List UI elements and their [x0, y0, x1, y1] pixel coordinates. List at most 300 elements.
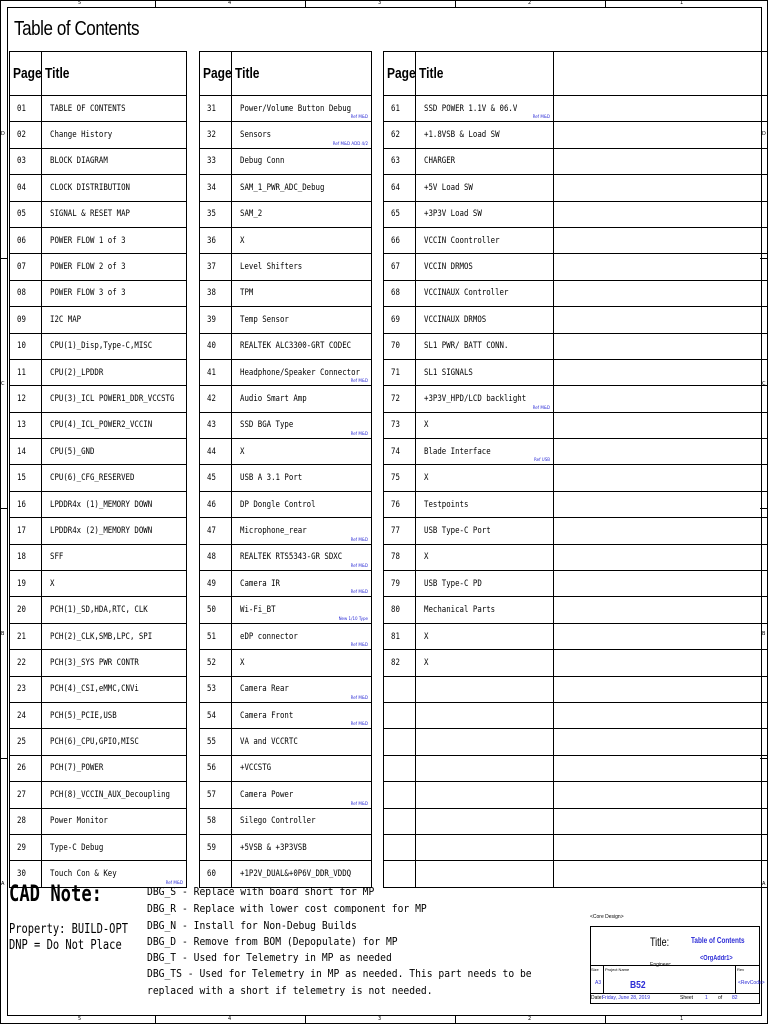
- page-number-cell: [10, 623, 42, 649]
- column-gap: [372, 52, 384, 96]
- page-number-cell: [200, 386, 232, 412]
- page-number-cell: [200, 439, 232, 465]
- page-title-cell: [416, 148, 554, 174]
- zone-number: 1: [680, 1016, 684, 1022]
- page-title-cell: [42, 465, 187, 491]
- project-value: B52: [630, 980, 646, 991]
- page-title-cell: [42, 676, 187, 702]
- dbg-note-line: DBG_TS - Used for Telemetry in MP as needed. This part needs to be: [147, 967, 532, 980]
- title-value: Table of Contents: [691, 936, 745, 945]
- column-gap: [187, 122, 200, 148]
- page-number-cell: [200, 782, 232, 808]
- page-title-text: CPU(2)_LPDDR: [50, 367, 104, 378]
- page-title-text: Sensors: [240, 130, 272, 141]
- revision-note: Ref M&D: [165, 879, 183, 885]
- blank-cell: [554, 518, 768, 544]
- page-title-text: Mechanical Parts: [424, 605, 496, 616]
- page-number: 63: [391, 156, 400, 167]
- page-number: 37: [207, 262, 216, 273]
- page-title-cell: [232, 755, 372, 781]
- column-gap: [372, 702, 384, 728]
- page-number: 66: [391, 235, 400, 246]
- page-number-cell: [200, 280, 232, 306]
- page-title-text: PCH(6)_CPU,GPIO,MISC: [50, 737, 139, 748]
- column-gap: [372, 359, 384, 385]
- page-number-cell: [200, 96, 232, 122]
- page-number-cell: [10, 307, 42, 333]
- page-number: 46: [207, 499, 216, 510]
- column-gap: [372, 676, 384, 702]
- page-number-cell: [10, 544, 42, 570]
- page-number-cell: [200, 650, 232, 676]
- page-title-cell: [232, 148, 372, 174]
- zone-letter: C: [762, 381, 766, 387]
- blank-cell: [554, 175, 768, 201]
- blank-cell: [554, 808, 768, 834]
- column-gap: [187, 307, 200, 333]
- blank-cell: [554, 280, 768, 306]
- page-title-cell: [42, 702, 187, 728]
- page-number: 16: [17, 499, 26, 510]
- page-title-text: LPDDR4x (2)_MEMORY DOWN: [50, 525, 153, 536]
- page-number: 09: [17, 314, 26, 325]
- page-number-cell: [384, 122, 416, 148]
- page-number-cell: [10, 465, 42, 491]
- zone-tick: [455, 1015, 456, 1023]
- page-title-text: X: [240, 235, 245, 246]
- page-number-cell: [384, 518, 416, 544]
- page-number-cell: [200, 254, 232, 280]
- page-title-cell: [416, 571, 554, 597]
- page-number: 76: [391, 499, 400, 510]
- page-title-cell: [232, 96, 372, 122]
- page-title-text: +3P3V Load SW: [424, 209, 482, 220]
- revision-note: Ref M&D: [350, 721, 368, 727]
- page-number-cell: [384, 676, 416, 702]
- page-number: 80: [391, 605, 400, 616]
- total-sheets-value: 82: [732, 995, 738, 1001]
- page-title-text: PCH(8)_VCCIN_AUX_Decoupling: [50, 789, 170, 800]
- page-number: 41: [207, 367, 216, 378]
- column-gap: [187, 834, 200, 860]
- page-title-cell: [232, 254, 372, 280]
- page-number: 73: [391, 420, 400, 431]
- page-title-cell: [416, 623, 554, 649]
- dbg-note-line: DBG_N - Install for Non-Debug Builds: [147, 919, 357, 932]
- page-title-text: X: [424, 420, 429, 431]
- page-number-cell: [200, 544, 232, 570]
- blank-cell: [554, 597, 768, 623]
- page-number-cell: [10, 386, 42, 412]
- blank-cell: [554, 359, 768, 385]
- page-title-text: SL1 PWR/ BATT CONN.: [424, 341, 509, 352]
- page-title-text: REALTEK RTS5343-GR SDXC: [240, 552, 343, 563]
- page-number: 68: [391, 288, 400, 299]
- page-title-text: LPDDR4x (1)_MEMORY DOWN: [50, 499, 153, 510]
- page-number-cell: [10, 491, 42, 517]
- page-number-cell: [10, 755, 42, 781]
- page-number-cell: [200, 175, 232, 201]
- page-title-cell: [416, 544, 554, 570]
- page-number: 59: [207, 842, 216, 853]
- page-title-text: Type-C Debug: [50, 842, 104, 853]
- page-title-text: PCH(1)_SD,HDA,RTC, CLK: [50, 605, 148, 616]
- toc-header-row: [10, 52, 768, 96]
- page-number: 43: [207, 420, 216, 431]
- page-number-cell: [200, 808, 232, 834]
- column-gap: [187, 808, 200, 834]
- blank-cell: [554, 307, 768, 333]
- page-title-cell: [42, 439, 187, 465]
- page-title-cell: [42, 544, 187, 570]
- page-number-cell: [384, 148, 416, 174]
- page-number-cell: [10, 333, 42, 359]
- page-number: 02: [17, 130, 26, 141]
- page-number-cell: [200, 623, 232, 649]
- revision-note: Ref M&D: [350, 536, 368, 542]
- page-title-cell: [232, 280, 372, 306]
- page-title-cell: [416, 254, 554, 280]
- page-number-cell: [384, 333, 416, 359]
- page-title-text: +5VSB & +3P3VSB: [240, 842, 307, 853]
- title-column-header: Title: [416, 52, 554, 96]
- date-value: Friday, June 28, 2019: [602, 995, 650, 1001]
- column-gap: [372, 96, 384, 122]
- page-title-text: Level Shifters: [240, 262, 303, 273]
- table-row: [10, 491, 768, 517]
- page-number: 32: [207, 130, 216, 141]
- zone-letter: A: [762, 881, 766, 887]
- column-gap: [187, 465, 200, 491]
- page-number: 10: [17, 341, 26, 352]
- page-title-cell: [232, 650, 372, 676]
- blank-cell: [554, 702, 768, 728]
- page-title-cell: [416, 729, 554, 755]
- page-number-cell: [384, 491, 416, 517]
- page-number-cell: [384, 96, 416, 122]
- rev-value: <RevCode>: [738, 980, 765, 986]
- page-number: 01: [17, 103, 26, 114]
- dbg-note-line: replaced with a short if telemetry is not needed.: [147, 984, 433, 997]
- page-number: 27: [17, 789, 26, 800]
- page-number-cell: [10, 676, 42, 702]
- page-number-cell: [200, 729, 232, 755]
- zone-number: 3: [378, 1016, 382, 1022]
- page-number: 33: [207, 156, 216, 167]
- page-number: 07: [17, 262, 26, 273]
- page-number: 65: [391, 209, 400, 220]
- page-title-cell: [232, 491, 372, 517]
- column-gap: [187, 52, 200, 96]
- table-row: [10, 834, 768, 860]
- page-number-cell: [384, 386, 416, 412]
- size-label: Size: [591, 967, 599, 972]
- column-gap: [187, 729, 200, 755]
- blank-cell: [554, 834, 768, 860]
- page-title-cell: [232, 729, 372, 755]
- blank-column: [554, 52, 768, 96]
- column-gap: [372, 412, 384, 438]
- page-number: 51: [207, 631, 216, 642]
- page-title-text: SL1 SIGNALS: [424, 367, 473, 378]
- table-row: [10, 201, 768, 227]
- revision-note: Ref M&D: [350, 563, 368, 569]
- page-number-cell: [10, 280, 42, 306]
- column-gap: [187, 623, 200, 649]
- page-number-cell: [200, 148, 232, 174]
- blank-cell: [554, 412, 768, 438]
- page-title-text: VCCINAUX Controller: [424, 288, 509, 299]
- table-row: [10, 861, 768, 887]
- page-title-cell: [232, 518, 372, 544]
- page-title-text: REALTEK ALC3300-GRT CODEC: [240, 341, 352, 352]
- zone-tick: [0, 758, 7, 759]
- page-number-cell: [384, 227, 416, 253]
- zone-tick: [0, 508, 7, 509]
- column-gap: [187, 491, 200, 517]
- page-title-cell: [232, 782, 372, 808]
- page-title-cell: [416, 96, 554, 122]
- sheet-value: 1: [705, 995, 708, 1001]
- page-title-text: +5V Load SW: [424, 182, 473, 193]
- column-gap: [372, 175, 384, 201]
- blank-cell: [554, 333, 768, 359]
- page-number: 64: [391, 182, 400, 193]
- page-title-text: PCH(3)_SYS PWR CONTR: [50, 657, 139, 668]
- engineer-label: Engineer:: [650, 962, 672, 968]
- page-number: 57: [207, 789, 216, 800]
- page-number: 78: [391, 552, 400, 563]
- page-number-cell: [10, 227, 42, 253]
- column-gap: [372, 755, 384, 781]
- page-title-cell: [42, 333, 187, 359]
- page-number-cell: [10, 782, 42, 808]
- page-number-cell: [200, 465, 232, 491]
- page-title-cell: [416, 227, 554, 253]
- page-title-cell: [232, 861, 372, 887]
- page-number-cell: [10, 571, 42, 597]
- page-number: 71: [391, 367, 400, 378]
- column-gap: [187, 676, 200, 702]
- page-number: 20: [17, 605, 26, 616]
- table-row: [10, 650, 768, 676]
- page-title-cell: [42, 122, 187, 148]
- page-title-text: +1.8VSB & Load SW: [424, 130, 500, 141]
- zone-number: 1: [680, 0, 684, 6]
- column-gap: [372, 386, 384, 412]
- page-title-text: Temp Sensor: [240, 314, 289, 325]
- title-label: Title:: [650, 935, 670, 949]
- blank-cell: [554, 122, 768, 148]
- page-title-text: eDP connector: [240, 631, 298, 642]
- page-number-cell: [200, 333, 232, 359]
- blank-cell: [554, 439, 768, 465]
- zone-number: 4: [228, 1016, 232, 1022]
- page-number: 05: [17, 209, 26, 220]
- revision-note: Ref M&D: [350, 800, 368, 806]
- table-row: [10, 148, 768, 174]
- page-number-cell: [200, 597, 232, 623]
- page-title-text: SIGNAL & RESET MAP: [50, 209, 130, 220]
- column-gap: [187, 650, 200, 676]
- page-title-text: X: [424, 657, 429, 668]
- page-title-cell: [232, 175, 372, 201]
- zone-number: 3: [378, 0, 382, 6]
- blank-cell: [554, 465, 768, 491]
- page-number-cell: [384, 861, 416, 887]
- zone-letter: C: [1, 381, 5, 387]
- page-title-text: PCH(4)_CSI,eMMC,CNVi: [50, 684, 139, 695]
- page-title-text: X: [424, 631, 429, 642]
- page-title-cell: [232, 808, 372, 834]
- column-gap: [372, 571, 384, 597]
- table-row: [10, 729, 768, 755]
- page-number: 22: [17, 657, 26, 668]
- page-title-text: Camera Power: [240, 789, 294, 800]
- zone-letter: A: [1, 881, 5, 887]
- revision-note: Ref M&D: [350, 378, 368, 384]
- revision-note: Ref M&D: [350, 589, 368, 595]
- page-title-text: POWER FLOW 3 of 3: [50, 288, 126, 299]
- column-gap: [187, 702, 200, 728]
- page-number: 70: [391, 341, 400, 352]
- column-gap: [187, 439, 200, 465]
- column-gap: [187, 861, 200, 887]
- page-number: 61: [391, 103, 400, 114]
- table-row: [10, 676, 768, 702]
- page-title-text: CPU(3)_ICL POWER1_DDR_VCCSTG: [50, 393, 175, 404]
- page-number-cell: [384, 439, 416, 465]
- page-number: 67: [391, 262, 400, 273]
- page-number: 17: [17, 525, 26, 536]
- table-row: [10, 597, 768, 623]
- page-title-text: +VCCSTG: [240, 763, 272, 774]
- page-title-text: PCH(2)_CLK,SMB,LPC, SPI: [50, 631, 153, 642]
- page-title-text: PCH(7)_POWER: [50, 763, 104, 774]
- page-number: 25: [17, 737, 26, 748]
- zone-tick: [605, 0, 606, 7]
- page-number: 60: [207, 869, 216, 880]
- page-number-cell: [200, 755, 232, 781]
- page-number-cell: [384, 359, 416, 385]
- page-title-text: X: [50, 578, 55, 589]
- page-number: 40: [207, 341, 216, 352]
- page-title-cell: [416, 518, 554, 544]
- page-title-text: Change History: [50, 130, 113, 141]
- page-title-text: VCCINAUX DRMOS: [424, 314, 487, 325]
- zone-tick: [605, 1015, 606, 1023]
- page-title-text: X: [424, 552, 429, 563]
- page-number-cell: [10, 122, 42, 148]
- page-title-cell: [232, 333, 372, 359]
- revision-note: Ref M&D: [350, 694, 368, 700]
- page-title-cell: [232, 597, 372, 623]
- page-title-text: VCCIN Coontroller: [424, 235, 500, 246]
- table-row: [10, 755, 768, 781]
- property-label: Property: BUILD-OPT: [9, 922, 128, 937]
- page-title-cell: [42, 227, 187, 253]
- page-number: 15: [17, 473, 26, 484]
- page-number: 23: [17, 684, 26, 695]
- page-title-text: Silego Controller: [240, 816, 316, 827]
- page-number: 39: [207, 314, 216, 325]
- title-block-divider: [735, 966, 736, 994]
- dnp-label: DNP = Do Not Place: [9, 938, 122, 953]
- page-number-cell: [384, 623, 416, 649]
- page-number: 62: [391, 130, 400, 141]
- page-number-cell: [384, 307, 416, 333]
- page-number-cell: [384, 201, 416, 227]
- page-number-cell: [200, 702, 232, 728]
- table-row: [10, 280, 768, 306]
- page-number-cell: [384, 755, 416, 781]
- page-title-cell: [416, 808, 554, 834]
- page-number: 11: [17, 367, 26, 378]
- table-row: [10, 386, 768, 412]
- page-number: 26: [17, 763, 26, 774]
- page-title-text: TABLE OF CONTENTS: [50, 103, 126, 114]
- blank-cell: [554, 254, 768, 280]
- blank-cell: [554, 96, 768, 122]
- page-number-cell: [200, 201, 232, 227]
- page-title-cell: [232, 412, 372, 438]
- title-column-header: Title: [232, 52, 372, 96]
- page-title-text: Power/Volume Button Debug: [240, 103, 352, 114]
- page-number-cell: [384, 571, 416, 597]
- title-column-header: Title: [42, 52, 187, 96]
- table-row: [10, 571, 768, 597]
- page-title-text: VA and VCCRTC: [240, 737, 298, 748]
- page-number: 72: [391, 393, 400, 404]
- blank-cell: [554, 148, 768, 174]
- column-gap: [372, 280, 384, 306]
- page-title-cell: [42, 650, 187, 676]
- page-number-cell: [10, 702, 42, 728]
- table-row: [10, 782, 768, 808]
- page-number-cell: [384, 254, 416, 280]
- page-number-cell: [200, 571, 232, 597]
- size-value: A3: [595, 980, 602, 986]
- page-title-cell: [416, 491, 554, 517]
- column-gap: [372, 148, 384, 174]
- page-title-cell: [416, 280, 554, 306]
- column-gap: [372, 491, 384, 517]
- revision-note: Ref M&D: [532, 404, 550, 410]
- blank-cell: [554, 201, 768, 227]
- table-row: [10, 333, 768, 359]
- page-title-cell: [42, 307, 187, 333]
- page-title-text: SAM_1_PWR_ADC_Debug: [240, 182, 325, 193]
- table-row: [10, 96, 768, 122]
- table-row: [10, 808, 768, 834]
- page-title-cell: [42, 623, 187, 649]
- page-title-text: Camera Front: [240, 710, 294, 721]
- table-row: [10, 412, 768, 438]
- table-row: [10, 175, 768, 201]
- page-number: 12: [17, 393, 26, 404]
- blank-cell: [554, 729, 768, 755]
- page-number-cell: [384, 465, 416, 491]
- column-gap: [187, 175, 200, 201]
- page-title-cell: [232, 227, 372, 253]
- page-title-cell: [232, 439, 372, 465]
- table-row: [10, 465, 768, 491]
- blank-cell: [554, 571, 768, 597]
- title-block-divider: [591, 965, 759, 966]
- page-title-cell: [42, 96, 187, 122]
- page-title-cell: [416, 175, 554, 201]
- page-number-cell: [200, 227, 232, 253]
